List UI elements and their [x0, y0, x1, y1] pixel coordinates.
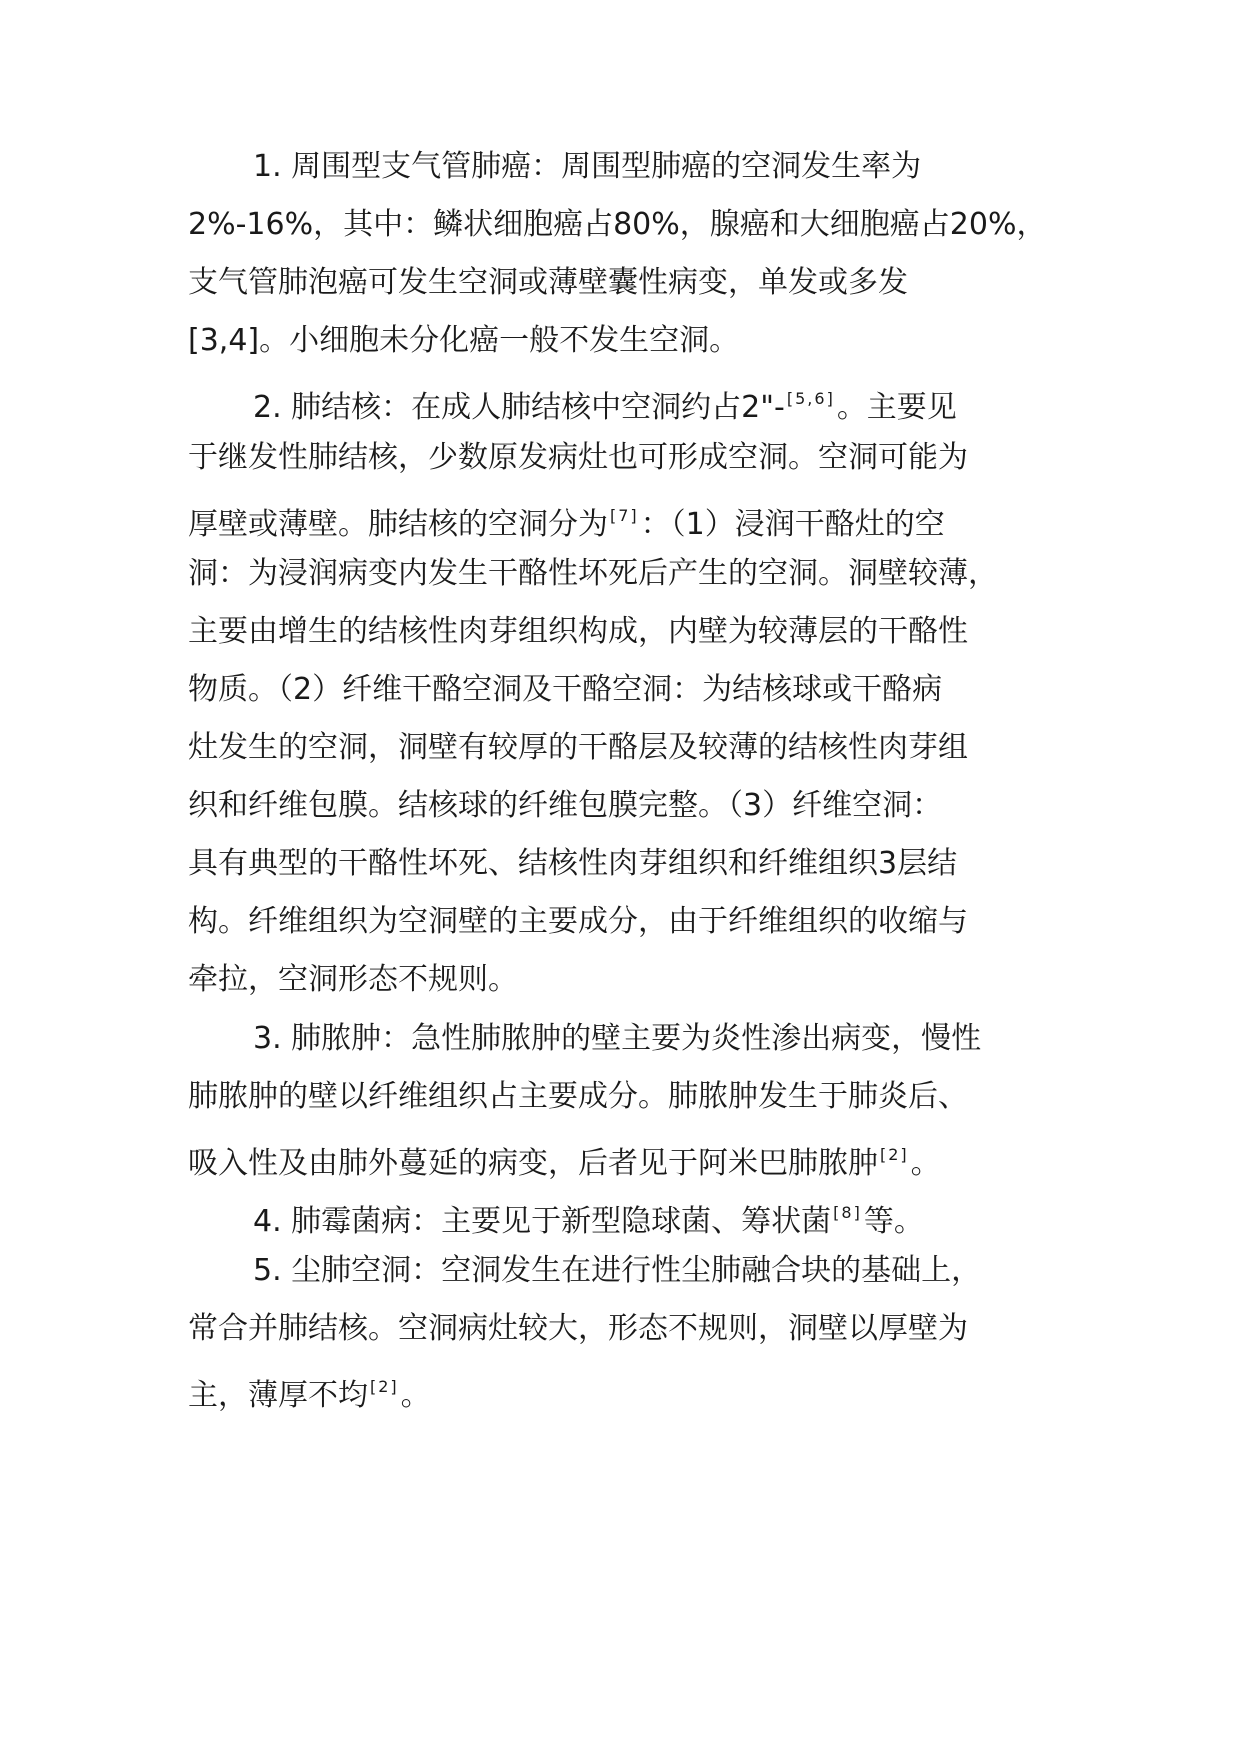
text-line	[188, 1309, 968, 1349]
line-text: 肺脓肿的壁以纤维组织占主要成分。肺脓肿发生于肺炎后、	[188, 1079, 968, 1114]
line-text: 物质。（2）纤维干酪空洞及干酪空洞：为结核球或干酪病	[188, 672, 943, 707]
text-line	[188, 960, 518, 1000]
line-text-tail: 等。	[863, 1204, 924, 1239]
text-line	[188, 496, 945, 542]
citation-ref: [8]	[833, 1203, 862, 1222]
text-line	[253, 1019, 981, 1059]
text-line	[188, 554, 998, 594]
line-text: 厚壁或薄壁。肺结核的空洞分为	[188, 507, 608, 542]
line-text: 1. 周围型支气管肺癌：周围型肺癌的空洞发生率为	[253, 149, 922, 184]
line-text-tail: ：（1）浸润干酪灶的空	[640, 507, 945, 542]
text-line	[188, 786, 942, 826]
line-text: 织和纤维包膜。结核球的纤维包膜完整。（3）纤维空洞：	[188, 788, 943, 823]
text-line	[188, 205, 1046, 245]
text-line	[188, 612, 968, 652]
text-line	[188, 844, 957, 884]
line-text: 具有典型的干酪性坏死、结核性肉芽组织和纤维组织3层结	[188, 846, 958, 881]
line-text: 支气管肺泡癌可发生空洞或薄壁囊性病变，单发或多发	[188, 265, 908, 300]
text-line	[188, 670, 942, 710]
line-text: 于继发性肺结核，少数原发病灶也可形成空洞。空洞可能为	[188, 440, 968, 475]
text-line	[253, 1251, 981, 1291]
citation-ref: [7]	[610, 506, 639, 525]
text-line	[188, 902, 968, 942]
line-text-tail: 。	[910, 1146, 941, 1181]
line-text: 5. 尘肺空洞：空洞发生在进行性尘肺融合块的基础上，	[253, 1253, 982, 1288]
text-line	[253, 1193, 924, 1239]
line-text: 常合并肺结核。空洞病灶较大，形态不规则，洞壁以厚壁为	[188, 1311, 968, 1346]
line-text: 洞：为浸润病变内发生干酪性坏死后产生的空洞。洞壁较薄，	[188, 556, 998, 591]
citation-ref: [5,6]	[786, 389, 835, 408]
text-line	[188, 1367, 431, 1413]
text-line	[188, 728, 968, 768]
line-text: 主，薄厚不均	[188, 1378, 368, 1413]
line-text: 构。纤维组织为空洞壁的主要成分，由于纤维组织的收缩与	[188, 904, 968, 939]
citation-ref: [2]	[880, 1145, 909, 1164]
line-text: 4. 肺霉菌病：主要见于新型隐球菌、筹状菌	[253, 1204, 832, 1239]
line-text-tail: 。	[400, 1378, 431, 1413]
line-text: 灶发生的空洞，洞壁有较厚的干酪层及较薄的结核性肉芽组	[188, 730, 968, 765]
line-text: 吸入性及由肺外蔓延的病变，后者见于阿米巴肺脓肿	[188, 1146, 878, 1181]
text-line	[188, 321, 739, 361]
line-text: 2. 肺结核：在成人肺结核中空洞约占2"-	[253, 390, 785, 425]
line-text-tail: 。主要见	[836, 390, 957, 425]
line-text: 2%-16%，其中：鳞状细胞癌占80%，腺癌和大细胞癌占20%，	[188, 207, 1047, 242]
line-text: 牵拉，空洞形态不规则。	[188, 962, 518, 997]
text-line	[253, 379, 957, 425]
line-text: 主要由增生的结核性肉芽组织构成，内壁为较薄层的干酪性	[188, 614, 968, 649]
text-line	[188, 1135, 941, 1181]
citation-ref: [2]	[370, 1377, 399, 1396]
text-line	[188, 438, 968, 478]
text-line	[188, 1077, 968, 1117]
text-line	[188, 263, 908, 303]
line-text: 3. 肺脓肿：急性肺脓肿的壁主要为炎性渗出病变，慢性	[253, 1021, 982, 1056]
line-text: [3,4]。小细胞未分化癌一般不发生空洞。	[188, 323, 740, 358]
text-line	[253, 147, 921, 187]
